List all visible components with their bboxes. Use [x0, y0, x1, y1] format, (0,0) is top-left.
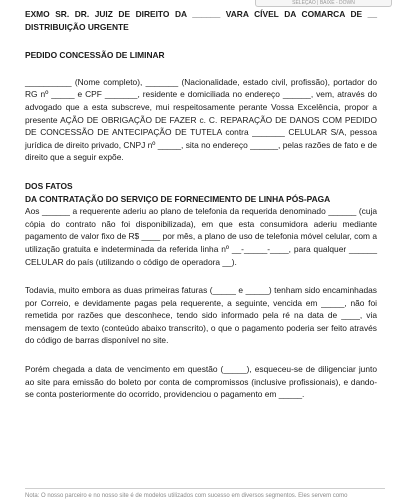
section-title: PEDIDO CONCESSÃO DE LIMINAR — [25, 50, 165, 61]
spacer — [25, 33, 377, 49]
spacer — [25, 268, 377, 284]
facts-title: DOS FATOS — [25, 180, 73, 191]
spacer — [25, 164, 377, 180]
facts-subtitle: DA CONTRATAÇÃO DO SERVIÇO DE FORNECIMENTO DE LINHA PÓS-PAGA — [25, 193, 331, 204]
spacer — [25, 62, 377, 76]
paragraph-qualification: __________ (Nome completo), _______ (Nacionalidade, estado civil, profissão), portador do RG nº _____ e CPF _______, residente e domiciliada no endereço ______, vem, através do advogado que a esta subscreve, mui respeitosamente perante Vossa Excelência, propor a presente AÇÃO DE OBRIGAÇÃO DE FAZER c. C. REPARAÇÃO DE DANOS COM PEDIDO DE CONCESSÃO DE ANTECIPAÇÃO DE TUTELA contra _______ CELULAR S/A, pessoa jurídica de direito privado, CNPJ nº _____, sita no endereço ______, pelas razões de fato e de direito que a seguir expõe. — [25, 76, 377, 163]
paragraph-invoices: Todavia, muito embora as duas primeiras faturas (_____ e _____) tenham sido encaminhadas por Correio, e devidamente pagas pela requerente, a seguinte, vencida em _____, não foi remetida por razões que desconhece, tendo sido informado pela ré na data de ____, via mensagem de texto (conteúdo abaixo transcrito), o que o pagamento poderia ser feito através do código de barras disponível no site. — [25, 285, 377, 346]
heading: EXMO SR. DR. JUIZ DE DIREITO DA ______ VARA CÍVEL DA COMARCA DE __ DISTRIBUIÇÃO URGENTE — [25, 9, 377, 32]
footnote: Nota: O nosso parceiro e no nosso site é de modelos utilizados com sucesso em diversos segmentos. Eles servem como — [25, 488, 385, 500]
paragraph-contract: Aos ______ a requerente aderiu ao plano de telefonia da requerida denominado ______ (cuja cópia do contrato não foi disponibilizada), em que esta consumidora aderiu mediante pagamento de valor fixo de R$ ____ por mês, a plano de uso de telefonia móvel celular, com a utilização gratuita e indeterminada da referida linha nº __-_____-____, para qualquer ______ CELULAR do país (utilizando o código de operadora __). — [25, 206, 377, 267]
paragraph-payment: Porém chegada a data de vencimento em questão (_____), esqueceu-se de diligenciar junto ao site para emissão do boleto por conta de compromissos (inclusive profissionais), e dando-se conta posteriormente do ocorrido, providenciou o pagamento em _____. — [25, 364, 377, 400]
spacer — [25, 347, 377, 363]
document-body — [25, 8, 377, 401]
header-badge: SELEÇÃO | BAIXE - DOWN — [255, 0, 392, 7]
